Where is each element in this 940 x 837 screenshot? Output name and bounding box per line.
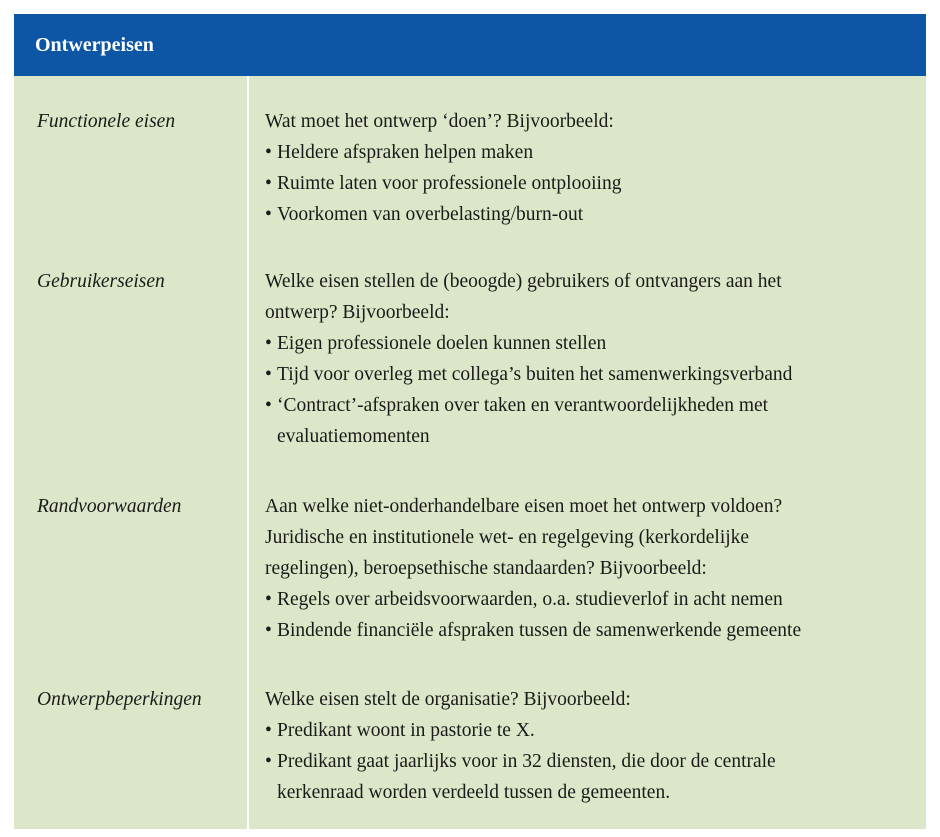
bullet-icon: •	[265, 364, 272, 385]
bullet-item: • Regels over arbeidsvoorwaarden, o.a. studieverlof in acht nemen	[265, 584, 906, 615]
table-title: Ontwerpeisen	[35, 33, 154, 56]
bullet-icon: •	[265, 395, 272, 416]
row-label: Functionele eisen	[37, 111, 176, 132]
table-header	[14, 14, 926, 76]
intro-line: Aan welke niet-onderhandelbare eisen moet het ontwerp voldoen?	[265, 496, 783, 517]
bullet-icon: •	[265, 142, 272, 163]
intro-line: Welke eisen stelt de organisatie? Bijvoorbeeld:	[265, 689, 631, 710]
row-content	[265, 491, 906, 646]
bullet-item: • Bindende financiële afspraken tussen de samenwerkende gemeente	[265, 615, 906, 646]
row-label: Gebruikerseisen	[37, 271, 165, 292]
row-content	[265, 684, 906, 808]
bullet-item: • Eigen professionele doelen kunnen stellen	[265, 328, 906, 359]
bullet-item: • ‘Contract’-afspraken over taken en verantwoordelijkheden met evaluatiemomenten	[265, 390, 906, 452]
bullet-icon: •	[265, 620, 272, 641]
intro-line: Welke eisen stellen de (beoogde) gebruikers of ontvangers aan het	[265, 271, 782, 292]
column-divider	[247, 76, 249, 829]
row-label: Randvoorwaarden	[37, 496, 182, 517]
bullet-item: • Voorkomen van overbelasting/burn-out	[265, 199, 906, 230]
intro-line: regelingen), beroepsethische standaarden? Bijvoorbeeld:	[265, 558, 707, 579]
table-body	[14, 76, 926, 829]
intro-line: ontwerp? Bijvoorbeeld:	[265, 302, 450, 323]
row-content	[265, 266, 906, 452]
bullet-icon: •	[265, 751, 272, 772]
bullet-item: • Predikant woont in pastorie te X.	[265, 715, 906, 746]
bullet-item: • Predikant gaat jaarlijks voor in 32 diensten, die door de centrale kerkenraad worden verdeeld tussen de gemeenten.	[265, 746, 906, 808]
bullet-icon: •	[265, 173, 272, 194]
requirements-table	[14, 14, 926, 829]
bullet-item: • Ruimte laten voor professionele ontplooiing	[265, 168, 906, 199]
bullet-item: • Tijd voor overleg met collega’s buiten het samenwerkingsverband	[265, 359, 906, 390]
bullet-item: • Heldere afspraken helpen maken	[265, 137, 906, 168]
intro-line: Juridische en institutionele wet- en regelgeving (kerkordelijke	[265, 527, 750, 548]
intro-line: Wat moet het ontwerp ‘doen’? Bijvoorbeeld:	[265, 111, 614, 132]
bullet-icon: •	[265, 589, 272, 610]
row-content	[265, 106, 906, 230]
bullet-icon: •	[265, 720, 272, 741]
row-label: Ontwerpbeperkingen	[37, 689, 202, 710]
bullet-icon: •	[265, 204, 272, 225]
bullet-icon: •	[265, 333, 272, 354]
